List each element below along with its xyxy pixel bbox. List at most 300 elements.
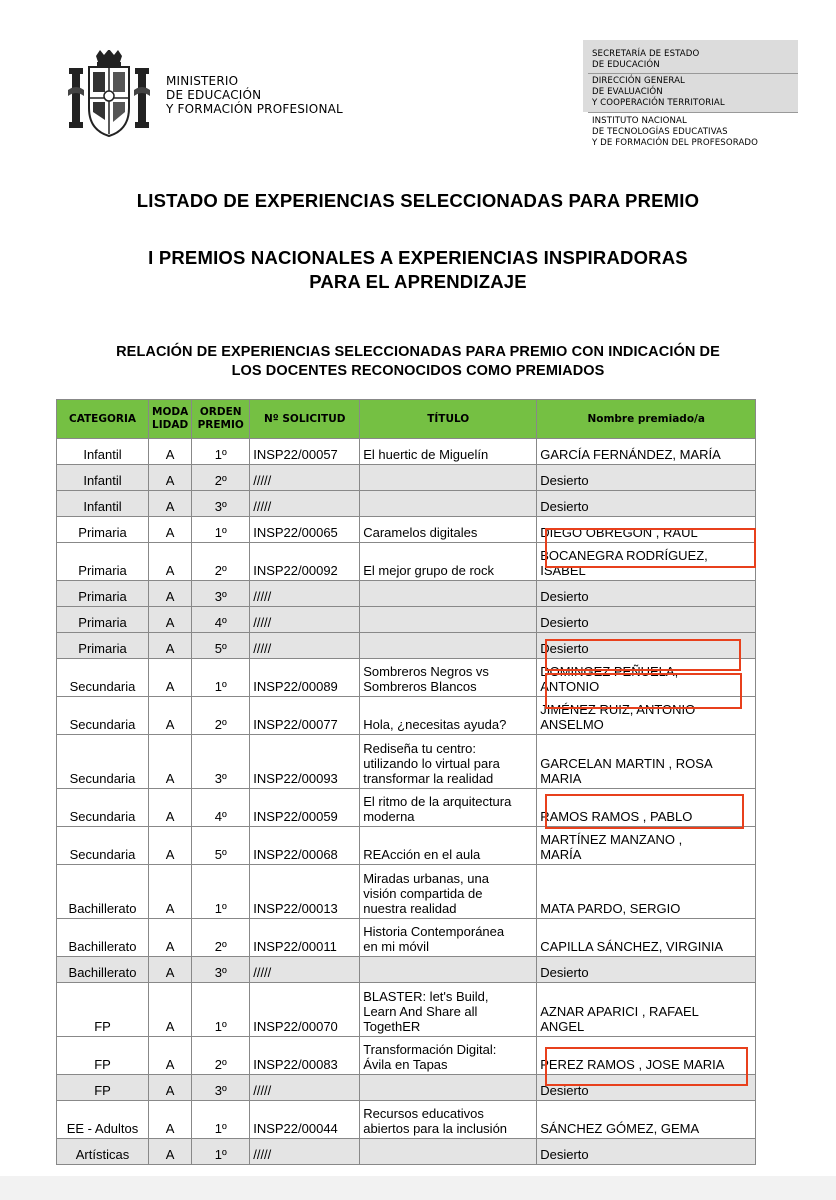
cell-solicitud-text: INSP22/00044	[253, 1121, 338, 1136]
cell-modalidad-text: A	[165, 1019, 175, 1034]
cell-solicitud	[250, 517, 360, 543]
cell-orden	[192, 543, 250, 581]
cell-orden-text: 1º	[214, 679, 227, 694]
cell-titulo-text: utilizando lo virtual para	[363, 756, 500, 771]
cell-categoria-text: Primaria	[78, 641, 127, 656]
cell-titulo	[360, 865, 537, 919]
org-line: Y DE FORMACIÓN DEL PROFESORADO	[592, 138, 758, 148]
cell-modalidad	[149, 1075, 192, 1101]
cell-titulo-text: visión compartida de	[363, 886, 483, 901]
cell-nombre-text: Desierto	[540, 615, 589, 630]
cell-titulo	[360, 439, 537, 465]
cell-solicitud	[250, 439, 360, 465]
ministry-line: DE EDUCACIÓN	[166, 88, 262, 102]
table-row	[57, 491, 756, 517]
org-divider	[588, 112, 798, 113]
cell-titulo-text: TogethER	[363, 1019, 421, 1034]
cell-categoria-text: Infantil	[83, 447, 122, 462]
cell-orden	[192, 465, 250, 491]
cell-solicitud	[250, 1101, 360, 1139]
cell-categoria-text: Infantil	[83, 473, 122, 488]
cell-categoria-text: Secundaria	[69, 847, 136, 862]
cell-categoria-text: FP	[94, 1057, 111, 1072]
cell-nombre-text: BOCANEGRA RODRÍGUEZ,	[540, 548, 708, 563]
org-line: Y COOPERACIÓN TERRITORIAL	[592, 98, 725, 108]
cell-nombre-text: DIEGO OBREGON , RAUL	[540, 525, 698, 540]
cell-modalidad-text: A	[165, 717, 175, 732]
relation-heading	[0, 343, 836, 381]
cell-modalidad-text: A	[165, 847, 175, 862]
cell-orden	[192, 827, 250, 865]
cell-categoria	[57, 1101, 149, 1139]
cell-modalidad	[149, 919, 192, 957]
header-solicitud: Nº SOLICITUD	[250, 400, 360, 439]
cell-categoria-text: Primaria	[78, 615, 127, 630]
cell-nombre-text: MARÍA	[540, 847, 582, 862]
cell-titulo-text: moderna	[363, 809, 415, 824]
cell-modalidad	[149, 633, 192, 659]
cell-nombre-text: AZNAR APARICI , RAFAEL	[540, 1004, 699, 1019]
cell-nombre-text: ANGEL	[540, 1019, 585, 1034]
cell-orden-text: 4º	[214, 809, 227, 824]
table-row	[57, 465, 756, 491]
cell-titulo-text: Ávila en Tapas	[363, 1057, 448, 1072]
cell-titulo	[360, 983, 537, 1037]
cell-titulo	[360, 919, 537, 957]
cell-categoria	[57, 789, 149, 827]
cell-titulo-text: El huertic de Miguelín	[363, 447, 489, 462]
table-row	[57, 919, 756, 957]
cell-nombre-text: ISABEL	[540, 563, 586, 578]
cell-solicitud-text: /////	[253, 499, 272, 514]
cell-modalidad	[149, 543, 192, 581]
header-categoria: CATEGORIA	[57, 400, 149, 439]
cell-categoria	[57, 919, 149, 957]
cell-solicitud-text: /////	[253, 615, 272, 630]
cell-modalidad-text: A	[165, 473, 175, 488]
org-line: INSTITUTO NACIONAL	[592, 116, 687, 126]
cell-titulo-text: Sombreros Blancos	[363, 679, 477, 694]
cell-modalidad-text: A	[165, 939, 175, 954]
cell-orden-text: 1º	[214, 1121, 227, 1136]
cell-titulo	[360, 1075, 537, 1101]
org-line: DE TECNOLOGÍAS EDUCATIVAS	[592, 127, 728, 137]
cell-orden	[192, 957, 250, 983]
cell-nombre-text: MARTÍNEZ MANZANO ,	[540, 832, 683, 847]
cell-modalidad-text: A	[165, 1147, 175, 1162]
cell-nombre-text: Desierto	[540, 1147, 589, 1162]
cell-categoria-text: Secundaria	[69, 809, 136, 824]
cell-solicitud-text: /////	[253, 1083, 272, 1098]
org-line: DIRECCIÓN GENERAL	[592, 76, 685, 86]
cell-modalidad-text: A	[165, 1121, 175, 1136]
cell-orden	[192, 697, 250, 735]
cell-categoria-text: Secundaria	[69, 679, 136, 694]
cell-modalidad	[149, 957, 192, 983]
cell-orden-text: 1º	[214, 1147, 227, 1162]
cell-orden	[192, 607, 250, 633]
cell-categoria	[57, 543, 149, 581]
cell-solicitud-text: /////	[253, 1147, 272, 1162]
cell-modalidad	[149, 1037, 192, 1075]
cell-nombre	[537, 919, 756, 957]
cell-modalidad	[149, 439, 192, 465]
cell-modalidad	[149, 581, 192, 607]
cell-orden	[192, 735, 250, 789]
cell-titulo	[360, 827, 537, 865]
cell-solicitud-text: /////	[253, 473, 272, 488]
cell-orden	[192, 1139, 250, 1165]
cell-solicitud-text: /////	[253, 965, 272, 980]
cell-categoria-text: Secundaria	[69, 771, 136, 786]
cell-orden-text: 5º	[214, 641, 227, 656]
table-row	[57, 983, 756, 1037]
cell-orden-text: 2º	[214, 717, 227, 732]
header-orden-premio: ORDEN PREMIO	[192, 400, 250, 439]
cell-titulo-text: BLASTER: let's Build,	[363, 989, 489, 1004]
cell-solicitud	[250, 607, 360, 633]
cell-nombre	[537, 983, 756, 1037]
cell-nombre-text: MARIA	[540, 771, 582, 786]
subtitle-line: I PREMIOS NACIONALES A EXPERIENCIAS INSPIRADORAS	[148, 247, 688, 268]
cell-categoria	[57, 517, 149, 543]
cell-categoria-text: FP	[94, 1019, 111, 1034]
cell-orden	[192, 865, 250, 919]
cell-modalidad	[149, 865, 192, 919]
cell-nombre-text: MATA PARDO, SERGIO	[540, 901, 681, 916]
cell-solicitud-text: INSP22/00057	[253, 447, 338, 462]
cell-nombre	[537, 1139, 756, 1165]
org-line: SECRETARÍA DE ESTADO	[592, 49, 700, 59]
cell-orden-text: 5º	[214, 847, 227, 862]
cell-nombre	[537, 1101, 756, 1139]
cell-orden	[192, 491, 250, 517]
cell-nombre-text: ANTONIO	[540, 679, 600, 694]
cell-solicitud	[250, 789, 360, 827]
cell-solicitud-text: /////	[253, 641, 272, 656]
cell-orden-text: 2º	[214, 939, 227, 954]
ministry-name	[166, 74, 343, 116]
cell-titulo-text: Rediseña tu centro:	[363, 741, 476, 756]
cell-solicitud	[250, 581, 360, 607]
cell-nombre-text: SÁNCHEZ GÓMEZ, GEMA	[540, 1121, 700, 1136]
cell-orden-text: 3º	[214, 771, 227, 786]
cell-nombre-text: Desierto	[540, 965, 589, 980]
cell-orden-text: 3º	[214, 1083, 227, 1098]
cell-modalidad-text: A	[165, 1057, 175, 1072]
cell-titulo-text: REAcción en el aula	[363, 847, 481, 862]
cell-categoria	[57, 1075, 149, 1101]
cell-titulo-text: abiertos para la inclusión	[363, 1121, 508, 1136]
cell-orden-text: 1º	[214, 1019, 227, 1034]
cell-titulo-text: El mejor grupo de rock	[363, 563, 494, 578]
ministry-line: Y FORMACIÓN PROFESIONAL	[166, 102, 343, 116]
cell-nombre-text: Desierto	[540, 641, 589, 656]
table-row	[57, 581, 756, 607]
cell-orden	[192, 1101, 250, 1139]
cell-solicitud-text: INSP22/00068	[253, 847, 338, 862]
cell-solicitud	[250, 1139, 360, 1165]
cell-titulo-text: Miradas urbanas, una	[363, 871, 489, 886]
cell-modalidad-text: A	[165, 615, 175, 630]
cell-solicitud-text: INSP22/00065	[253, 525, 338, 540]
cell-orden-text: 1º	[214, 447, 227, 462]
cell-categoria-text: Artísticas	[75, 1147, 130, 1162]
cell-categoria	[57, 865, 149, 919]
cell-modalidad	[149, 697, 192, 735]
cell-solicitud	[250, 465, 360, 491]
cell-modalidad-text: A	[165, 771, 175, 786]
cell-categoria-text: Infantil	[83, 499, 122, 514]
cell-modalidad-text: A	[165, 901, 175, 916]
cell-nombre-text: RAMOS RAMOS , PABLO	[540, 809, 693, 824]
table-row	[57, 865, 756, 919]
cell-nombre	[537, 827, 756, 865]
cell-titulo	[360, 465, 537, 491]
relation-line: LOS DOCENTES RECONOCIDOS COMO PREMIADOS	[231, 363, 605, 379]
cell-titulo	[360, 1037, 537, 1075]
cell-modalidad	[149, 827, 192, 865]
cell-nombre	[537, 957, 756, 983]
cell-categoria	[57, 1139, 149, 1165]
cell-modalidad	[149, 1101, 192, 1139]
cell-categoria	[57, 957, 149, 983]
cell-nombre-text: Desierto	[540, 589, 589, 604]
cell-nombre	[537, 439, 756, 465]
cell-solicitud-text: INSP22/00077	[253, 717, 338, 732]
cell-modalidad	[149, 983, 192, 1037]
cell-orden	[192, 517, 250, 543]
subtitle	[0, 246, 836, 294]
cell-nombre-text: Desierto	[540, 499, 589, 514]
cell-nombre-text: Desierto	[540, 1083, 589, 1098]
cell-orden	[192, 983, 250, 1037]
cell-modalidad-text: A	[165, 499, 175, 514]
highlight-box	[545, 1047, 748, 1086]
cell-titulo-text: Historia Contemporánea	[363, 924, 505, 939]
cell-solicitud-text: INSP22/00059	[253, 809, 338, 824]
cell-modalidad-text: A	[165, 589, 175, 604]
cell-titulo-text: transformar la realidad	[363, 771, 494, 786]
cell-titulo	[360, 1101, 537, 1139]
cell-nombre-text: GARCELAN MARTIN , ROSA	[540, 756, 713, 771]
cell-categoria	[57, 607, 149, 633]
cell-nombre-text: PEREZ RAMOS , JOSE MARIA	[540, 1057, 725, 1072]
org-line: DE EDUCACIÓN	[592, 60, 660, 70]
cell-nombre-text: ANSELMO	[540, 717, 604, 732]
cell-categoria	[57, 581, 149, 607]
relation-line: RELACIÓN DE EXPERIENCIAS SELECCIONADAS PARA PREMIO CON INDICACIÓN DE	[116, 344, 720, 360]
cell-solicitud	[250, 659, 360, 697]
cell-titulo	[360, 581, 537, 607]
cell-titulo-text: Sombreros Negros vs	[363, 664, 489, 679]
cell-categoria-text: Bachillerato	[68, 939, 137, 954]
cell-titulo-text: Learn And Share all	[363, 1004, 478, 1019]
cell-orden-text: 2º	[214, 563, 227, 578]
cell-modalidad	[149, 465, 192, 491]
cell-categoria	[57, 735, 149, 789]
cell-titulo	[360, 543, 537, 581]
cell-orden-text: 4º	[214, 615, 227, 630]
cell-nombre	[537, 581, 756, 607]
cell-categoria-text: Bachillerato	[68, 901, 137, 916]
cell-modalidad-text: A	[165, 447, 175, 462]
table-row	[57, 1139, 756, 1165]
cell-modalidad	[149, 789, 192, 827]
cell-modalidad	[149, 735, 192, 789]
cell-titulo	[360, 789, 537, 827]
cell-modalidad	[149, 1139, 192, 1165]
cell-titulo	[360, 735, 537, 789]
table-row	[57, 1101, 756, 1139]
cell-categoria-text: Secundaria	[69, 717, 136, 732]
cell-modalidad-text: A	[165, 809, 175, 824]
cell-solicitud	[250, 865, 360, 919]
cell-solicitud	[250, 957, 360, 983]
cell-solicitud	[250, 633, 360, 659]
cell-nombre	[537, 735, 756, 789]
table-row	[57, 827, 756, 865]
cell-titulo-text: Hola, ¿necesitas ayuda?	[363, 717, 507, 732]
cell-solicitud-text: INSP22/00013	[253, 901, 338, 916]
cell-modalidad	[149, 607, 192, 633]
cell-categoria-text: FP	[94, 1083, 111, 1098]
cell-titulo	[360, 633, 537, 659]
highlight-box	[545, 528, 756, 568]
cell-titulo	[360, 957, 537, 983]
cell-categoria	[57, 633, 149, 659]
cell-orden	[192, 659, 250, 697]
cell-titulo-text: El ritmo de la arquitectura	[363, 794, 512, 809]
cell-modalidad-text: A	[165, 679, 175, 694]
cell-categoria-text: Primaria	[78, 525, 127, 540]
org-line: DE EVALUACIÓN	[592, 87, 663, 97]
cell-categoria	[57, 465, 149, 491]
cell-categoria	[57, 1037, 149, 1075]
cell-titulo	[360, 697, 537, 735]
cell-solicitud-text: INSP22/00070	[253, 1019, 338, 1034]
cell-categoria	[57, 697, 149, 735]
table-header-row	[57, 400, 756, 439]
cell-nombre-text: GARCÍA FERNÁNDEZ, MARÍA	[540, 447, 721, 462]
cell-titulo-text: Recursos educativos	[363, 1106, 484, 1121]
cell-modalidad	[149, 517, 192, 543]
page-footer-strip	[0, 1176, 836, 1200]
cell-titulo	[360, 607, 537, 633]
cell-nombre	[537, 491, 756, 517]
cell-nombre-text: JIMÉNEZ RUIZ, ANTONIO	[540, 702, 696, 717]
highlight-box	[545, 639, 741, 671]
cell-solicitud	[250, 827, 360, 865]
cell-solicitud	[250, 491, 360, 517]
cell-solicitud	[250, 1037, 360, 1075]
cell-nombre-text: DOMINGEZ PEÑUELA,	[540, 664, 679, 679]
table-row	[57, 439, 756, 465]
cell-titulo	[360, 1139, 537, 1165]
table-row	[57, 735, 756, 789]
cell-titulo	[360, 659, 537, 697]
cell-solicitud	[250, 697, 360, 735]
cell-orden-text: 2º	[214, 473, 227, 488]
cell-orden	[192, 789, 250, 827]
cell-categoria	[57, 659, 149, 697]
header-modalidad: MODA LIDAD	[149, 400, 192, 439]
cell-orden-text: 3º	[214, 965, 227, 980]
cell-categoria	[57, 439, 149, 465]
main-title: LISTADO DE EXPERIENCIAS SELECCIONADAS PARA PREMIO	[136, 190, 700, 211]
cell-modalidad-text: A	[165, 525, 175, 540]
cell-titulo-text: Transformación Digital:	[363, 1042, 497, 1057]
cell-titulo-text: en mi móvil	[363, 939, 429, 954]
cell-nombre	[537, 607, 756, 633]
cell-modalidad	[149, 659, 192, 697]
header-titulo: TÍTULO	[360, 400, 537, 439]
cell-orden-text: 1º	[214, 525, 227, 540]
cell-categoria	[57, 983, 149, 1037]
cell-orden	[192, 919, 250, 957]
cell-nombre	[537, 865, 756, 919]
cell-titulo-text: nuestra realidad	[363, 901, 457, 916]
cell-modalidad-text: A	[165, 1083, 175, 1098]
cell-modalidad-text: A	[165, 563, 175, 578]
cell-nombre-text: Desierto	[540, 473, 589, 488]
cell-orden-text: 2º	[214, 1057, 227, 1072]
cell-solicitud	[250, 543, 360, 581]
cell-solicitud-text: INSP22/00092	[253, 563, 338, 578]
cell-solicitud-text: INSP22/00011	[253, 939, 337, 954]
cell-solicitud-text: INSP22/00093	[253, 771, 338, 786]
cell-categoria	[57, 827, 149, 865]
ministry-line: MINISTERIO	[166, 74, 239, 88]
cell-titulo-text: Caramelos digitales	[363, 525, 478, 540]
cell-titulo	[360, 491, 537, 517]
cell-categoria-text: EE - Adultos	[66, 1121, 139, 1136]
highlight-box	[545, 794, 744, 829]
cell-solicitud	[250, 735, 360, 789]
cell-nombre-text: CAPILLA SÁNCHEZ, VIRGINIA	[540, 939, 723, 954]
cell-solicitud-text: INSP22/00083	[253, 1057, 338, 1072]
cell-solicitud	[250, 983, 360, 1037]
cell-categoria-text: Bachillerato	[68, 965, 137, 980]
cell-orden	[192, 581, 250, 607]
cell-modalidad-text: A	[165, 641, 175, 656]
subtitle-line: PARA EL APRENDIZAJE	[309, 271, 527, 292]
cell-orden	[192, 633, 250, 659]
cell-orden-text: 3º	[214, 589, 227, 604]
cell-titulo	[360, 517, 537, 543]
cell-modalidad	[149, 491, 192, 517]
table-row	[57, 957, 756, 983]
cell-categoria-text: Primaria	[78, 589, 127, 604]
org-divider	[588, 73, 798, 74]
header-nombre: Nombre premiado/a	[537, 400, 756, 439]
highlight-box	[545, 673, 742, 709]
cell-orden	[192, 439, 250, 465]
cell-modalidad-text: A	[165, 965, 175, 980]
cell-solicitud	[250, 919, 360, 957]
cell-categoria-text: Primaria	[78, 563, 127, 578]
cell-solicitud-text: /////	[253, 589, 272, 604]
cell-categoria	[57, 491, 149, 517]
cell-solicitud	[250, 1075, 360, 1101]
cell-orden	[192, 1075, 250, 1101]
spain-coat-of-arms-icon	[66, 50, 152, 138]
table-row	[57, 607, 756, 633]
cell-solicitud-text: INSP22/00089	[253, 679, 338, 694]
cell-nombre	[537, 465, 756, 491]
cell-orden-text: 1º	[214, 901, 227, 916]
cell-orden-text: 3º	[214, 499, 227, 514]
